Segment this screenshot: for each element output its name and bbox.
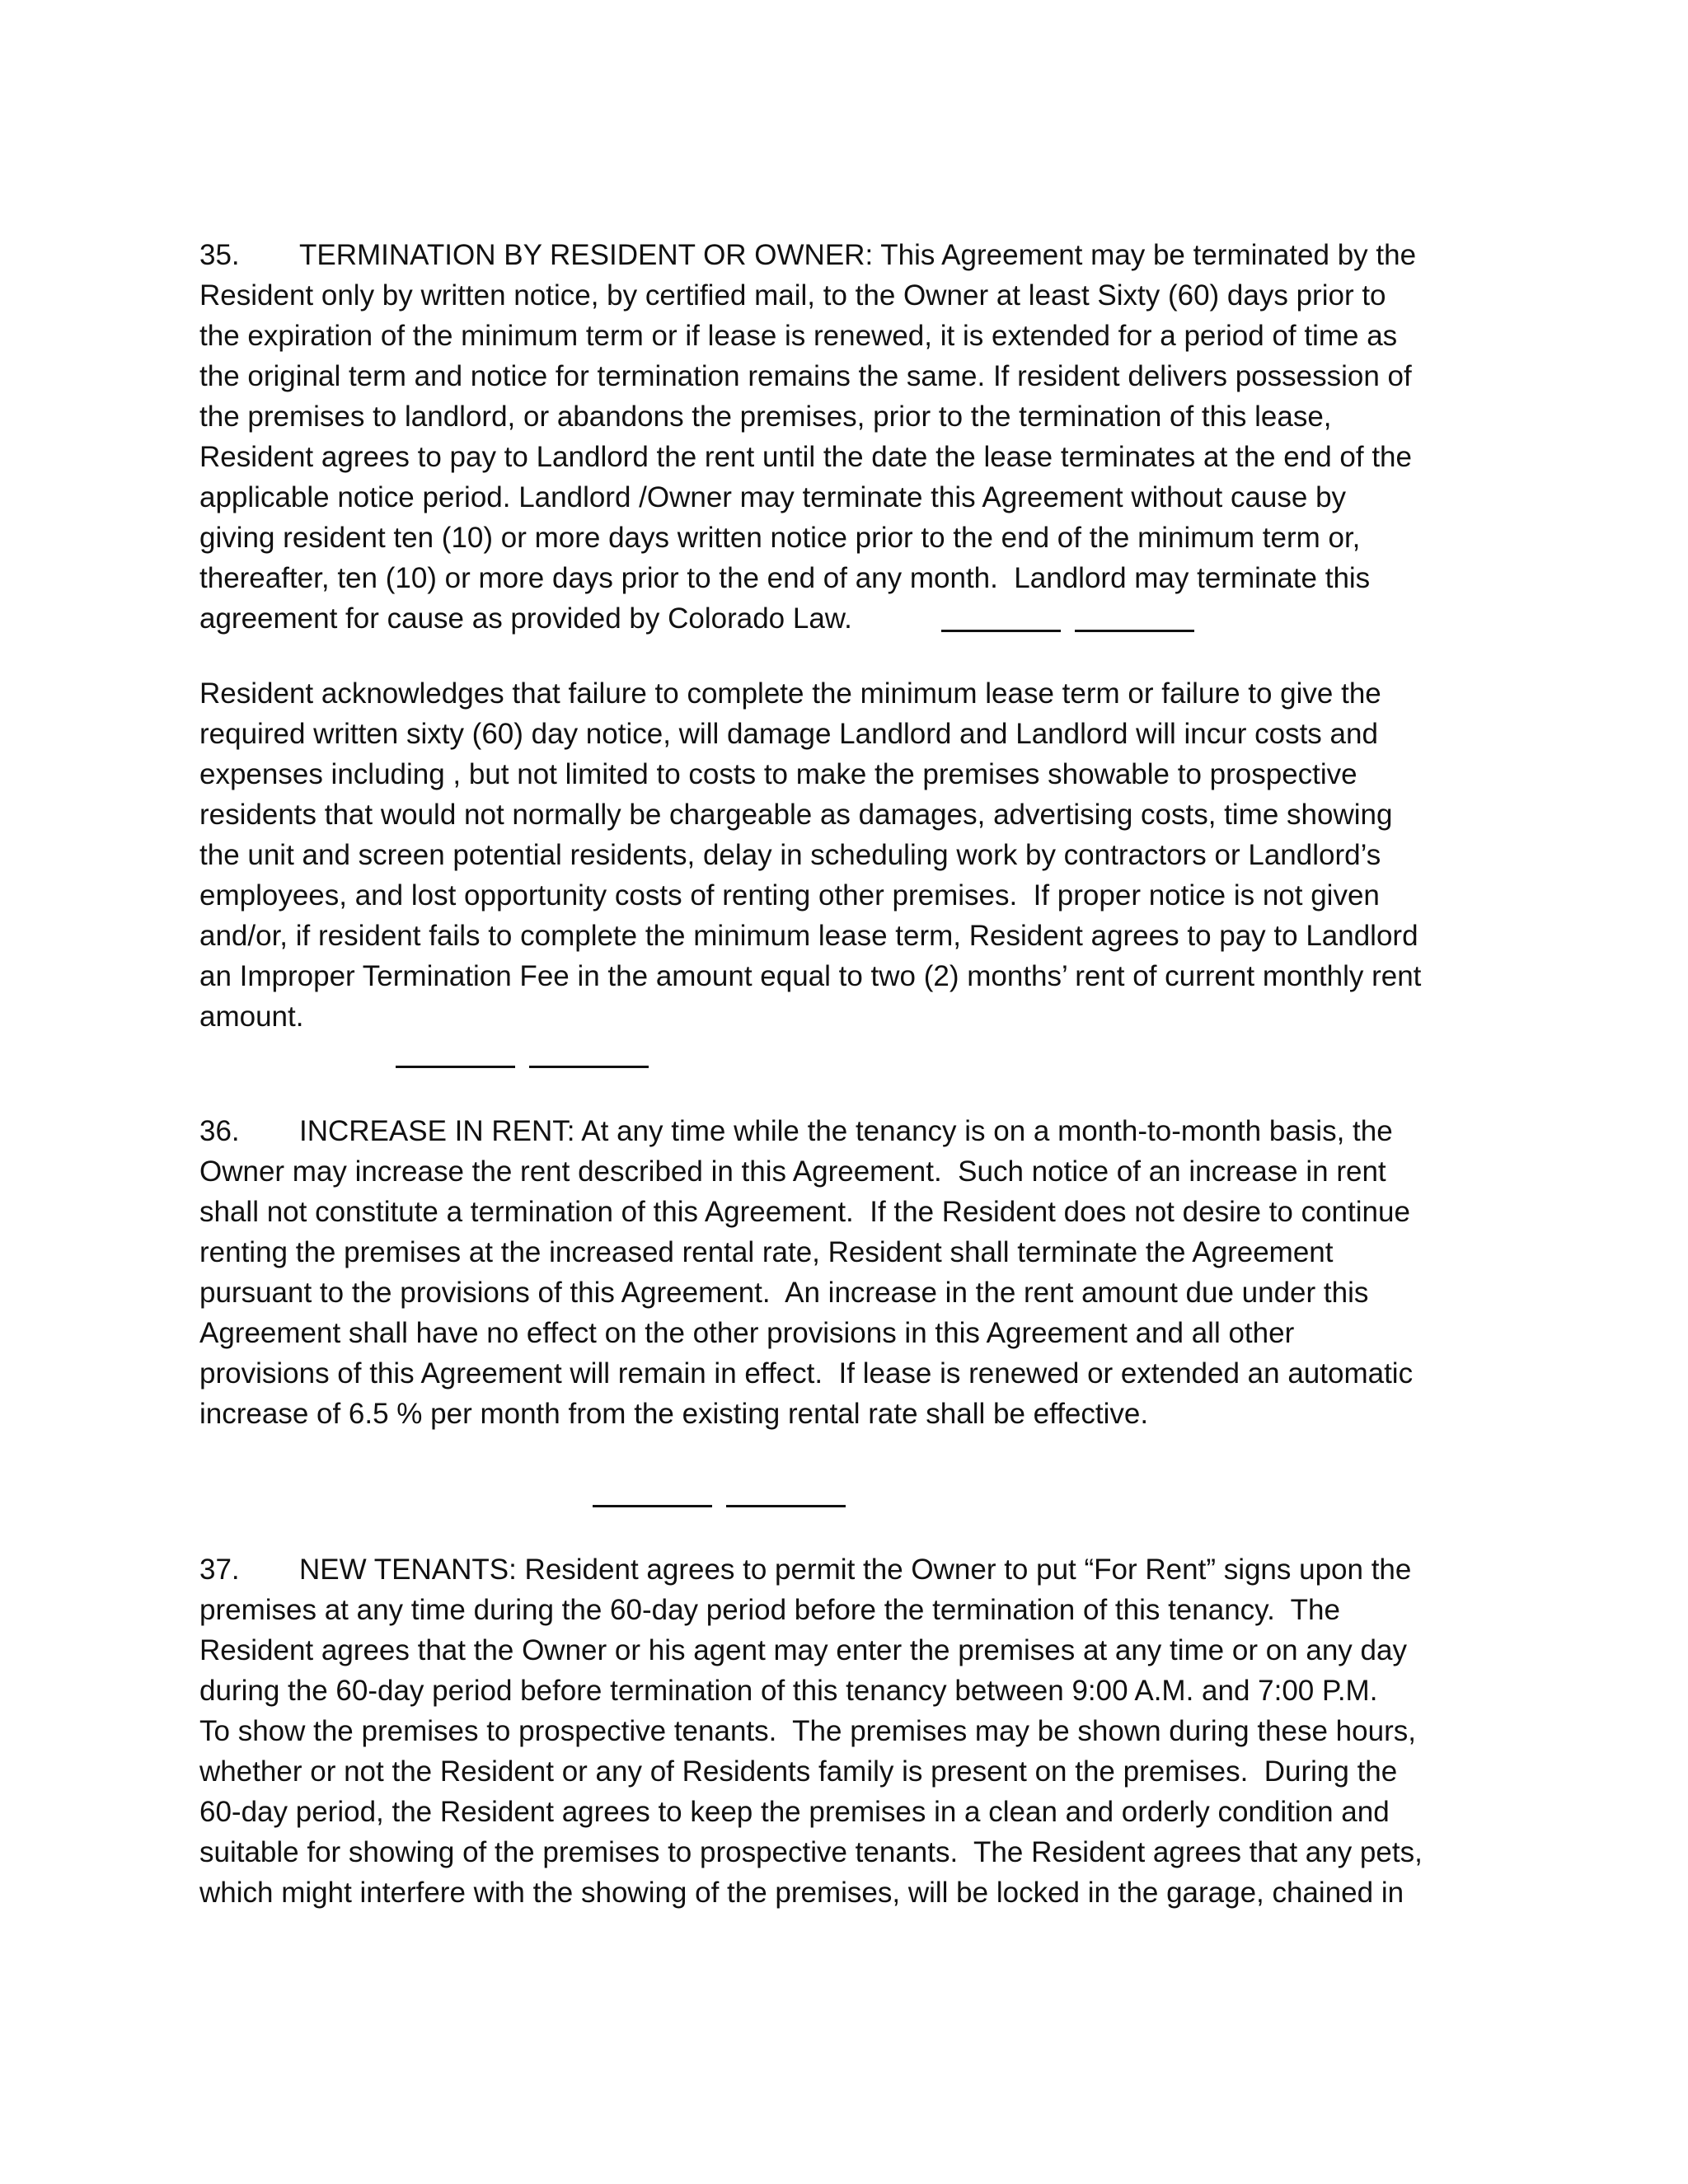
section-37-line-7: 60-day period, the Resident agrees to keep the premises in a clean and orderly condition and: [199, 1796, 1390, 1828]
section-37-line-6: whether or not the Resident or any of Residents family is present on the premises. During the: [199, 1755, 1398, 1788]
section-36-line-7: provisions of this Agreement will remain in effect. If lease is renewed or extended an automatic: [199, 1357, 1414, 1390]
section-35-line-1: [199, 235, 1518, 275]
section-35-line-8: giving resident ten (10) or more days written notice prior to the end of the minimum term or,: [199, 522, 1361, 554]
section-37-line-5: To show the premises to prospective tenants. The premises may be shown during these hours,: [199, 1715, 1416, 1747]
section-36: [199, 1111, 1518, 1434]
section-37-line-9: which might interfere with the showing of the premises, will be locked in the garage, chained in: [199, 1877, 1404, 1909]
section-35b-line-8: an Improper Termination Fee in the amount equal to two (2) months’ rent of current monthly rent: [199, 960, 1422, 992]
section-37-line-3: Resident agrees that the Owner or his agent may enter the premises at any time or on any day: [199, 1634, 1407, 1666]
section-37-line-1: [199, 1549, 1518, 1590]
section-37-number: 37.: [199, 1554, 240, 1586]
owner-initials-line[interactable]: [1075, 630, 1194, 632]
section-36-number: 36.: [199, 1115, 240, 1147]
section-37-heading-text: NEW TENANTS: Resident agrees to permit the Owner to put “For Rent” signs upon the: [299, 1554, 1412, 1586]
section-35b-line-9: amount.: [199, 1001, 304, 1033]
resident-initials-line[interactable]: [396, 1066, 515, 1068]
section-35b-line-1: Resident acknowledges that failure to complete the minimum lease term or failure to give the: [199, 677, 1381, 710]
section-35-line-10: agreement for cause as provided by Colorado Law.: [199, 602, 852, 635]
section-35-line-6: Resident agrees to pay to Landlord the rent until the date the lease terminates at the end of the: [199, 441, 1412, 473]
section-36-line-3: shall not constitute a termination of this Agreement. If the Resident does not desire to continue: [199, 1196, 1410, 1228]
section-36-line-4: renting the premises at the increased rental rate, Resident shall terminate the Agreement: [199, 1236, 1334, 1268]
section-35: [199, 235, 1518, 639]
section-36-line-1: [199, 1111, 1518, 1151]
section-36-line-5: pursuant to the provisions of this Agreement. An increase in the rent amount due under this: [199, 1277, 1369, 1309]
section-35-line-7: applicable notice period. Landlord /Owner may terminate this Agreement without cause by: [199, 481, 1347, 513]
section-35b-line-4: residents that would not normally be chargeable as damages, advertising costs, time showing: [199, 799, 1393, 831]
section-35-line-3: the expiration of the minimum term or if lease is renewed, it is extended for a period of time as: [199, 320, 1398, 352]
section-35-heading-text: TERMINATION BY RESIDENT OR OWNER: This Agreement may be terminated by the: [299, 239, 1417, 271]
section-37-line-8: suitable for showing of the premises to prospective tenants. The Resident agrees that any pets,: [199, 1836, 1423, 1868]
section-36-line-6: Agreement shall have no effect on the other provisions in this Agreement and all other: [199, 1317, 1295, 1349]
section-35b-line-2: required written sixty (60) day notice, will damage Landlord and Landlord will incur costs and: [199, 718, 1378, 750]
section-35b-line-5: the unit and screen potential residents, delay in scheduling work by contractors or Landlord’s: [199, 839, 1381, 871]
section-37-line-2: premises at any time during the 60-day period before the termination of this tenancy. The: [199, 1594, 1340, 1626]
section-35b-line-7: and/or, if resident fails to complete the minimum lease term, Resident agrees to pay to Landlord: [199, 920, 1418, 952]
section-35-number: 35.: [199, 239, 240, 271]
section-35b-line-3: expenses including , but not limited to costs to make the premises showable to prospective: [199, 758, 1357, 790]
section-36-heading-text: INCREASE IN RENT: At any time while the tenancy is on a month-to-month basis, the: [299, 1115, 1393, 1147]
section-37: [199, 1549, 1518, 1913]
section-36-line-8: increase of 6.5 % per month from the existing rental rate shall be effective.: [199, 1398, 1149, 1430]
section-35-line-5: the premises to landlord, or abandons the premises, prior to the termination of this lease,: [199, 401, 1332, 433]
section-35-line-2: Resident only by written notice, by certified mail, to the Owner at least Sixty (60) days prior to: [199, 279, 1386, 312]
resident-initials-line[interactable]: [941, 630, 1061, 632]
section-37-line-4: during the 60-day period before termination of this tenancy between 9:00 A.M. and 7:00 P.M.: [199, 1675, 1378, 1707]
section-35-line-9: thereafter, ten (10) or more days prior to the end of any month. Landlord may terminate this: [199, 562, 1371, 594]
owner-initials-line[interactable]: [726, 1505, 846, 1507]
section-35-line-4: the original term and notice for termination remains the same. If resident delivers possession of: [199, 360, 1412, 392]
section-35-continuation: [199, 673, 1518, 1037]
section-36-line-2: Owner may increase the rent described in this Agreement. Such notice of an increase in rent: [199, 1155, 1386, 1188]
resident-initials-line[interactable]: [593, 1505, 712, 1507]
section-35b-line-6: employees, and lost opportunity costs of renting other premises. If proper notice is not given: [199, 879, 1380, 912]
owner-initials-line[interactable]: [529, 1066, 649, 1068]
